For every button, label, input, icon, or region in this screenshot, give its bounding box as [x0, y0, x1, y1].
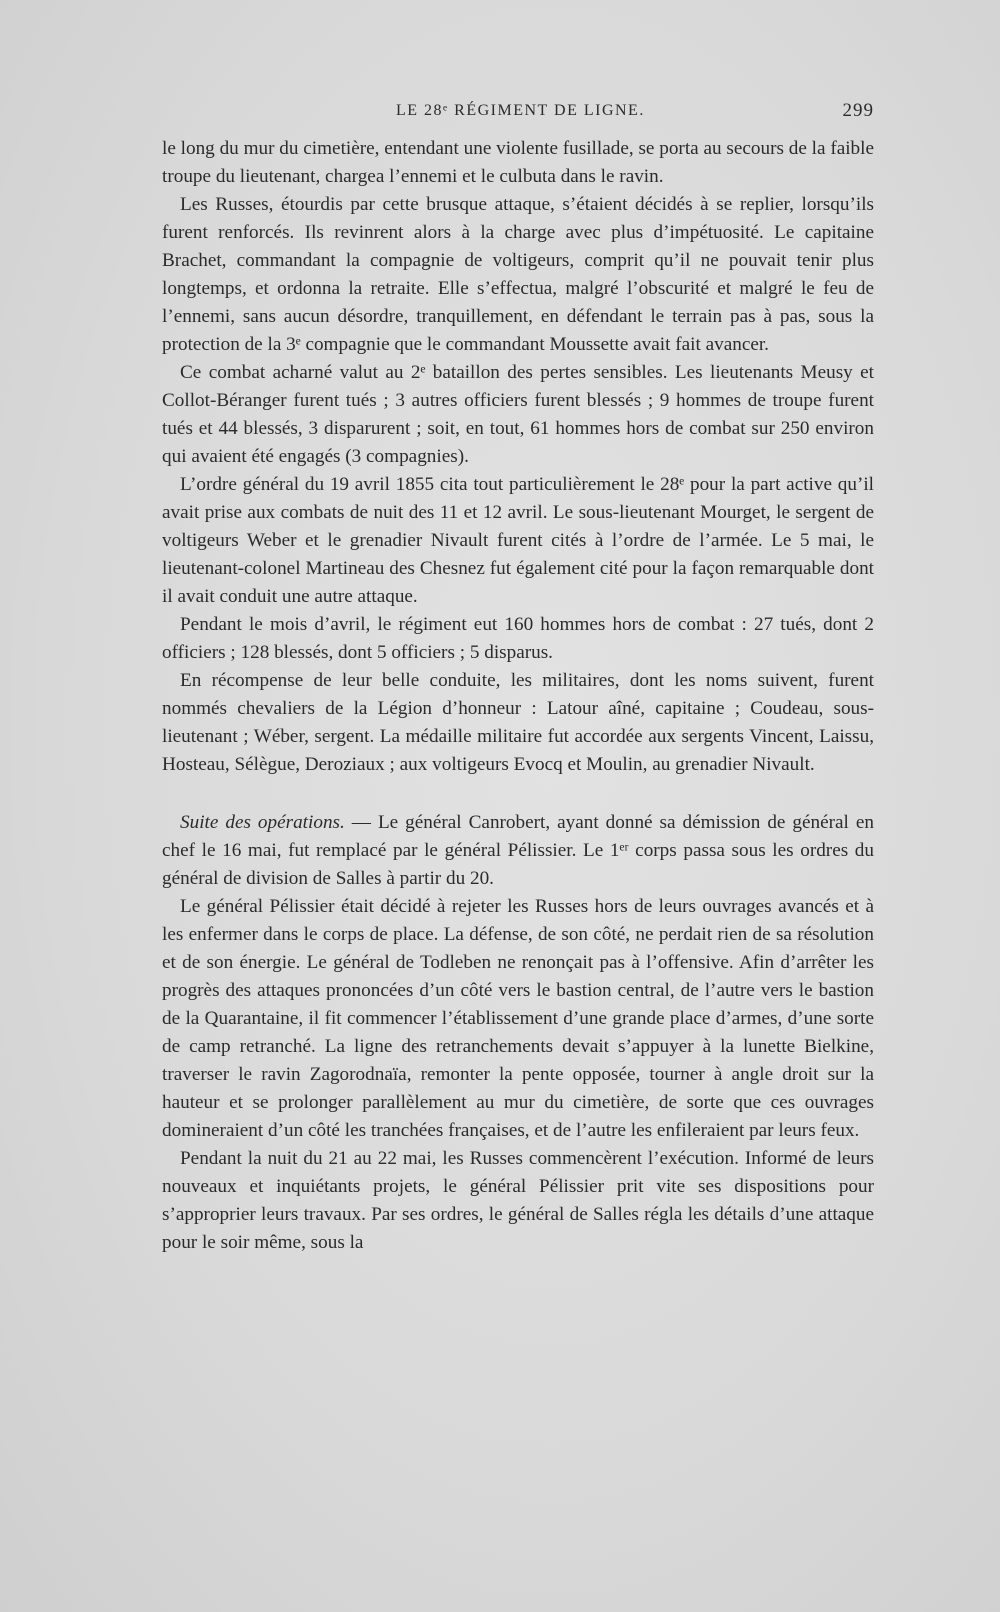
- running-title: LE 28ᵉ RÉGIMENT DE LIGNE.: [396, 102, 645, 119]
- paragraph: En récompense de leur belle conduite, les militaires, dont les noms suivent, furent nommés chevaliers de la Légion d’honneur : Latour aîné, capitaine ; Coudeau, sous-lieutenant ; Wéber, sergent. La médaille militaire fut accordée aux sergents Vincent, Laissu, Hosteau, Sélègue, Deroziaux ; aux voltigeurs Evocq et Moulin, au grenadier Nivault.: [162, 670, 874, 775]
- paragraph: Pendant la nuit du 21 au 22 mai, les Russes commencèrent l’exécution. Informé de leurs nouveaux et inquiétants projets, le général Pélissier prit vite ses dispositions pour s’approprier leurs travaux. Par ses ordres, le général de Salles régla les détails d’une attaque pour le soir même, sous la: [162, 1148, 874, 1253]
- paragraph: Ce combat acharné valut au 2ᵉ bataillon des pertes sensibles. Les lieutenants Meusy et Collot-Béranger furent tués ; 3 autres officiers furent blessés ; 9 hommes de troupe furent tués et 44 blessés, 3 disparurent ; soit, en tout, 61 hommes hors de combat sur 250 environ qui avaient été engagés (3 compagnies).: [162, 362, 874, 467]
- paragraph: le long du mur du cimetière, entendant une violente fusillade, se porta au secours de la faible troupe du lieutenant, chargea l’ennemi et le culbuta dans le ravin.: [162, 138, 874, 187]
- page-number: 299: [842, 100, 874, 121]
- section-intro-paragraph: [162, 809, 874, 893]
- body-text: [162, 135, 874, 1257]
- paragraph: L’ordre général du 19 avril 1855 cita tout particulièrement le 28ᵉ pour la part active qu’il avait prise aux combats de nuit des 11 et 12 avril. Le sous-lieutenant Mourget, le sergent de voltigeurs Weber et le grenadier Nivault furent cités à l’ordre de l’armée. Le 5 mai, le lieutenant-colonel Martineau des Chesnez fut également cité pour la façon remarquable dont il avait conduit une autre attaque.: [162, 474, 874, 607]
- section-title: Suite des opérations.: [180, 812, 345, 833]
- section-intro-text: — Le général Canrobert, ayant donné sa démission de général en chef le 16 mai, fut remplacé par le général Pélissier. Le 1ᵉʳ corps passa sous les ordres du général de division de Salles à partir du 20.: [162, 812, 874, 889]
- paragraph: Les Russes, étourdis par cette brusque attaque, s’étaient décidés à se replier, lorsqu’ils furent renforcés. Ils revinrent alors à la charge avec plus d’impétuosité. Le capitaine Brachet, commandant la compagnie de voltigeurs, comprit qu’il ne pouvait tenir plus longtemps, et ordonna la retraite. Elle s’effectua, malgré l’obscurité et malgré le feu de l’ennemi, sans aucun désordre, tranquillement, en défendant le terrain pas à pas, sous la protection de la 3ᵉ compagnie que le commandant Moussette avait fait avancer.: [162, 194, 874, 355]
- paragraph: Pendant le mois d’avril, le régiment eut 160 hommes hors de combat : 27 tués, dont 2 officiers ; 128 blessés, dont 5 officiers ; 5 disparus.: [162, 614, 874, 663]
- paragraph: Le général Pélissier était décidé à rejeter les Russes hors de leurs ouvrages avancés et à les enfermer dans le corps de place. La défense, de son côté, ne perdait rien de sa résolution et de son énergie. Le général de Todleben ne renonçait pas à l’offensive. Afin d’arrêter les progrès des attaques prononcées d’un côté vers le bastion central, de l’autre vers le bastion de la Quarantaine, il fit commencer l’établissement d’une grande place d’armes, d’une sorte de camp retranché. La ligne des retranchements devait s’appuyer à la lunette Bielkine, traverser le ravin Zagorodnaïa, remonter la pente opposée, tourner à angle droit sur la hauteur et se prolonger parallèlement au mur du cimetière, de sorte que ces ouvrages domineraient d’un côté les tranchées françaises, et de l’autre les enfileraient par leurs feux.: [162, 896, 874, 1141]
